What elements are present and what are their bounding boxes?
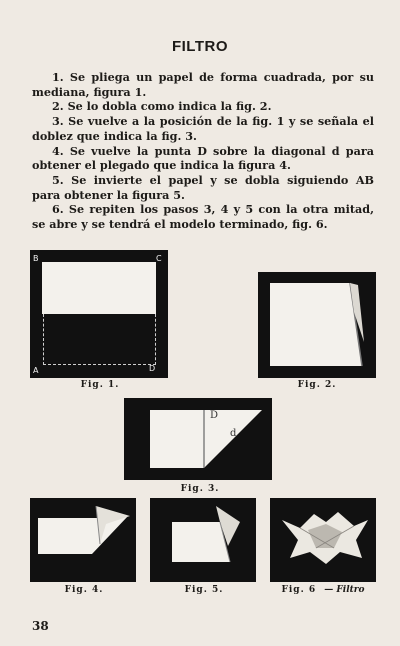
figure-5-caption: Fig. 5.	[184, 585, 224, 595]
figure-6-caption-label: Fig. 6	[281, 585, 317, 595]
figure-1-fold-outline	[43, 314, 156, 365]
figure-1-image	[30, 250, 168, 378]
step-5: 5. Se invierte el papel y se dobla siguiendo AB para obtener la figura 5.	[32, 172, 374, 202]
figure-3-caption: Fig. 3.	[180, 484, 220, 494]
figure-6-caption	[270, 585, 376, 595]
figure-3-label-d: d	[230, 428, 237, 439]
figure-2-image	[258, 272, 376, 378]
figure-5-drawing	[150, 498, 256, 582]
figure-4-paper	[38, 516, 128, 554]
figure-5-image	[150, 498, 256, 582]
figure-1-label-d: D	[149, 364, 156, 373]
figure-3-drawing	[124, 398, 272, 480]
figure-3-image	[124, 398, 272, 480]
figure-1-label-b: B	[33, 254, 39, 263]
step-2: 2. Se lo dobla como indica la fig. 2.	[52, 99, 272, 114]
figure-4-caption: Fig. 4.	[64, 585, 104, 595]
figure-1-paper-top	[42, 262, 156, 314]
page-title: FILTRO	[171, 38, 229, 55]
figure-1-caption: Fig. 1.	[80, 380, 120, 390]
figure-3-label-D: D	[210, 410, 219, 421]
step-4: 4. Se vuelve la punta D sobre la diagonal d para obtener el plegado que indica la figura 4.	[32, 143, 374, 173]
step-3: 3. Se vuelve a la posición de la fig. 1 y se señala el doblez que indica la fig. 3.	[32, 114, 374, 143]
figure-6-drawing	[270, 498, 376, 582]
step-1: 1. Se pliega un papel de forma cuadrada, por su mediana, figura 1.	[32, 70, 374, 99]
instructions-list	[32, 70, 374, 232]
figure-2-drawing	[258, 272, 376, 378]
figure-2-paper	[270, 283, 362, 366]
figure-6-caption-suffix: — Filtro	[324, 585, 365, 595]
figure-1-label-a: A	[33, 366, 39, 375]
figure-4-image	[30, 498, 136, 582]
figure-6-image	[270, 498, 376, 582]
page-number: 38	[32, 619, 49, 633]
figure-1-label-c: C	[156, 254, 162, 263]
step-6: 6. Se repiten los pasos 3, 4 y 5 con la otra mitad, se abre y se tendrá el modelo terminado, fig. 6.	[32, 202, 374, 232]
figure-4-drawing	[30, 498, 136, 582]
figure-2-caption: Fig. 2.	[297, 380, 337, 390]
figure-3-paper	[150, 410, 262, 468]
